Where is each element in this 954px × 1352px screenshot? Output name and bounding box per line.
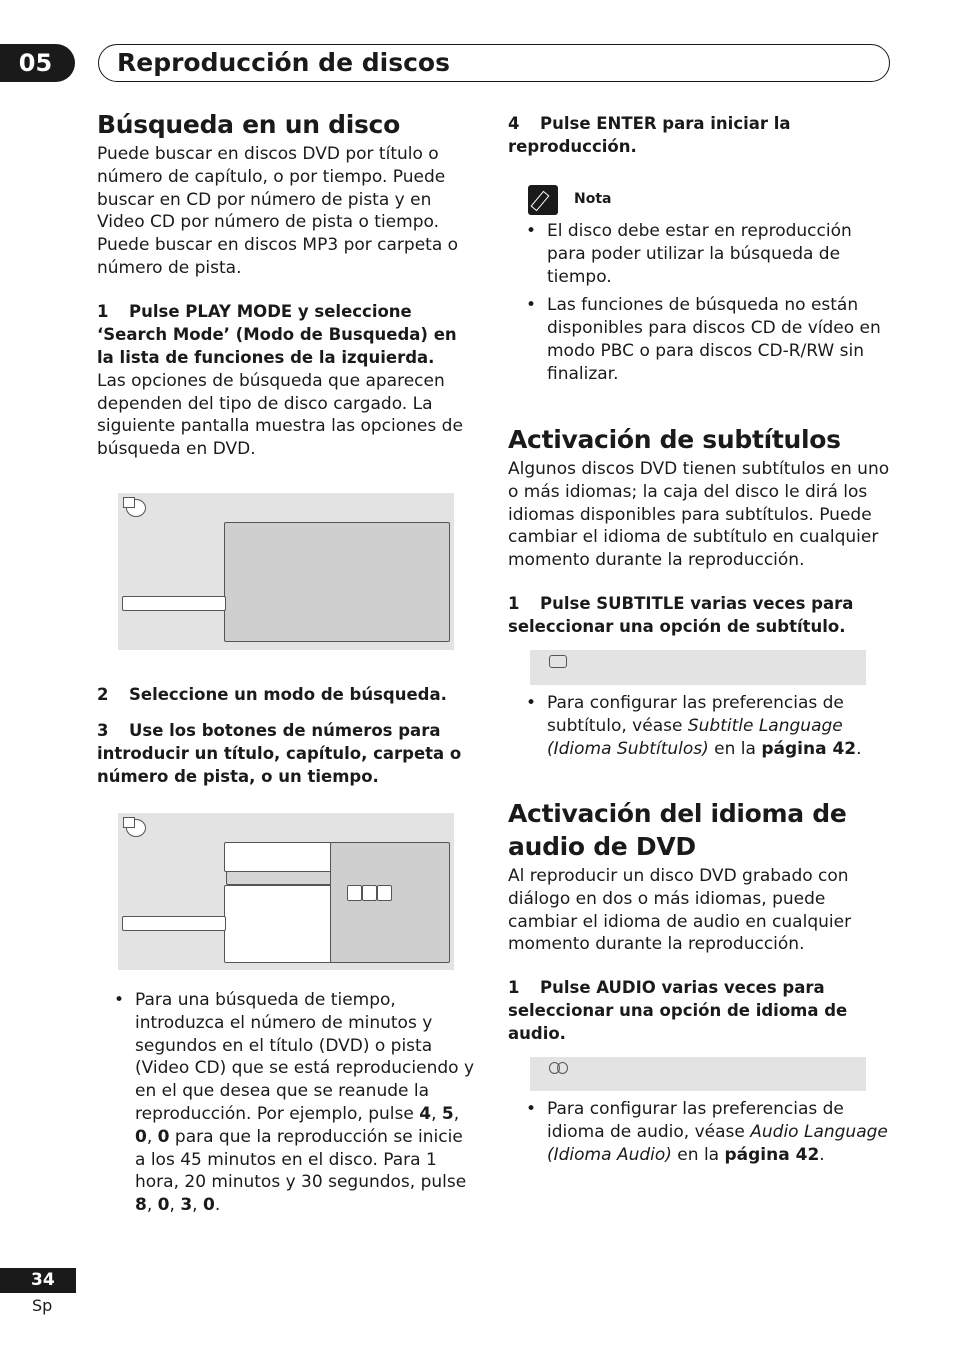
key-0: 0 <box>157 1195 170 1216</box>
key-4: 4 <box>419 1103 432 1124</box>
key-0: 0 <box>157 1126 170 1147</box>
separator: , <box>192 1195 203 1216</box>
digit-entry-box-3 <box>377 885 392 901</box>
subtitle-step-text: Pulse SUBTITLE varias veces para seleccionar una opción de subtítulo. <box>508 593 854 636</box>
subtitles-section <box>508 423 893 638</box>
bullet-text-part: . <box>819 1144 825 1165</box>
audio-pref-bullet <box>508 1098 888 1166</box>
chapter-title-box <box>98 44 890 82</box>
subtitle-pref-bullet <box>508 692 888 760</box>
subtitle-language-ref: Subtitle Language (Idioma Subtítulos) <box>547 715 843 759</box>
audio-step-text: Pulse AUDIO varias veces para seleccionar una opción de idioma de audio. <box>508 978 848 1044</box>
step-4-text: Pulse ENTER para iniciar la reproducción. <box>508 114 791 156</box>
audio-osd-bar <box>530 1057 866 1091</box>
separator: , <box>146 1195 158 1216</box>
language-code: Sp <box>32 1296 53 1315</box>
time-search-bullet <box>97 989 477 1217</box>
search-mode-screen-1 <box>118 493 454 650</box>
bullet-text-part: en la <box>708 738 762 759</box>
chapter-title: Reproducción de discos <box>117 48 450 77</box>
step-1-number: 1 <box>97 301 109 321</box>
audio-step-number: 1 <box>508 978 520 998</box>
note-item: • El disco debe estar en reproducción para poder utilizar la búsqueda de tiempo. <box>508 220 888 288</box>
page-ref: página 42 <box>724 1144 820 1165</box>
separator: , <box>169 1195 181 1216</box>
bullet-text-part: en la <box>671 1144 725 1165</box>
search-list-body <box>224 885 332 963</box>
digit-entry-box-2 <box>362 885 377 901</box>
subtitle-step-number: 1 <box>508 593 520 613</box>
chapter-number-badge: 05 <box>0 44 75 82</box>
digit-entry-box-1 <box>347 885 362 901</box>
audio-step-1 <box>508 976 893 1045</box>
page-number: 34 <box>0 1268 76 1293</box>
search-mode-field <box>122 596 226 611</box>
bullet-text-part: para que la reproducción se inicie a los 45 minutos en el disco. Para 1 hora, 20 minutos y 30 segundos, pulse <box>135 1126 467 1193</box>
subtitles-intro: Algunos discos DVD tienen subtítulos en uno o más idiomas; la caja del disco le dirá los idiomas disponibles para subtítulos. Puede cambiar el idioma de subtítulo en cualquier momento durante la reproducción. <box>508 459 890 571</box>
audio-pref-text <box>508 1098 888 1166</box>
audio-language-ref: Audio Language (Idioma Audio) <box>547 1121 888 1165</box>
separator: , <box>453 1103 460 1124</box>
step-3 <box>97 719 477 788</box>
step-1-body: Las opciones de búsqueda que aparecen dependen del tipo de disco cargado. La siguiente pantalla muestra las opciones de búsqueda en DVD. <box>97 370 463 460</box>
note-label: Nota <box>574 191 612 207</box>
bullet-text-part: Para configurar las preferencias de idioma de audio, véase <box>547 1099 844 1142</box>
dvd-disc-icon <box>126 499 146 517</box>
note-pencil-icon <box>528 185 558 215</box>
step-3-text: Use los botones de números para introducir un título, capítulo, carpeta o número de pista, o un tiempo. <box>97 721 462 786</box>
search-list-highlight <box>226 871 332 885</box>
subtitle-osd-bar <box>530 650 866 685</box>
note-item: • Las funciones de búsqueda no están disponibles para discos CD de vídeo en modo PBC o para discos CD-R/RW sin finalizar. <box>508 294 888 385</box>
step-4-number: 4 <box>508 114 520 133</box>
audio-section-title: Activación del idioma de audio de DVD <box>508 799 847 861</box>
subtitle-step-1 <box>508 592 893 638</box>
separator: , <box>146 1126 158 1147</box>
left-column <box>97 108 477 461</box>
subtitle-pref-text <box>508 692 888 760</box>
dvd-disc-icon <box>126 819 146 837</box>
key-0: 0 <box>135 1126 147 1147</box>
key-8: 8 <box>135 1195 147 1216</box>
step-3-number: 3 <box>97 721 109 740</box>
step-4 <box>508 112 893 158</box>
separator: , <box>431 1103 442 1124</box>
search-entry-panel <box>330 842 450 963</box>
audio-intro: Al reproducir un disco DVD grabado con diálogo en dos o más idiomas, puede cambiar el idioma de audio en cualquier momento durante la reproducción. <box>508 866 852 955</box>
key-0: 0 <box>202 1195 215 1216</box>
search-mode-field <box>122 916 226 931</box>
key-3: 3 <box>180 1195 193 1216</box>
step-2-number: 2 <box>97 685 109 704</box>
audio-icon <box>549 1062 569 1074</box>
bullet-text-part: Para una búsqueda de tiempo, introduzca el número de minutos y segundos en el título (DVD) o pista (Video CD) que se está reproduciendo y en el que desea que se reanude la reproducción. Por ejemplo, pulse <box>135 990 475 1124</box>
page-ref: página 42 <box>761 738 857 759</box>
step-2-text: Seleccione un modo de búsqueda. <box>129 685 447 704</box>
right-column-top <box>508 112 893 158</box>
search-list-field <box>224 842 332 872</box>
audio-section <box>508 797 893 1045</box>
step-1-text: Pulse PLAY MODE y seleccione ‘Search Mode’ (Modo de Busqueda) en la lista de funciones de la izquierda. <box>97 301 457 367</box>
bullet-text-part: . <box>214 1195 221 1216</box>
search-section-title: Búsqueda en un disco <box>97 110 400 139</box>
bullet-text-part: . <box>856 738 862 759</box>
time-search-bullet-text <box>96 989 477 1217</box>
subtitles-section-title: Activación de subtítulos <box>508 425 841 454</box>
note-list <box>508 220 888 386</box>
search-options-panel <box>224 522 450 642</box>
subtitle-icon <box>549 655 567 668</box>
search-intro: Puede buscar en discos DVD por título o número de capítulo, o por tiempo. Puede buscar en CD por número de pista y en Video CD por número de pista o tiempo. Puede buscar en discos MP3 por carpeta o número de pista. <box>97 144 459 278</box>
step-2 <box>97 683 477 706</box>
step-1 <box>97 300 477 369</box>
search-mode-screen-2 <box>118 813 454 970</box>
key-5: 5 <box>441 1103 454 1124</box>
bullet-text-part: Para configurar las preferencias de subtítulo, véase <box>547 693 844 736</box>
left-steps-2-3 <box>97 683 477 788</box>
